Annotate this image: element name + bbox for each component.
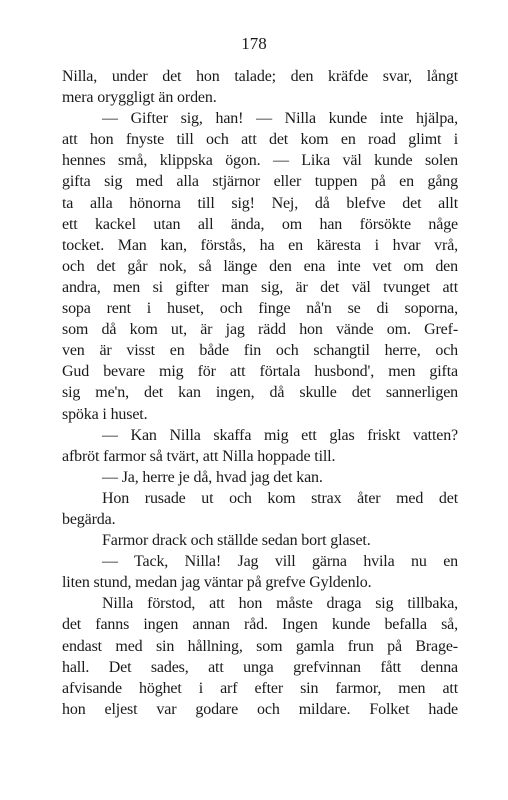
text-line: sopa rent i huset, och finge nå'n se di soporna, — [62, 300, 458, 318]
text-line: Farmor drack och ställde sedan bort glaset. — [102, 532, 371, 550]
text-line: — Tack, Nilla! Jag vill gärna hvila nu en — [102, 553, 458, 571]
text-line: Nilla, under det hon talade; den kräfde svar, långt — [62, 68, 458, 85]
text-line: Gud bevare mig för att förtala husbond', men gifta — [62, 363, 458, 381]
page-number: 178 — [241, 34, 267, 53]
text-line: — Gifter sig, han! — Nilla kunde inte hjälpa, — [102, 110, 458, 128]
text-line: hennes små, klippska ögon. — Lika väl kunde solen — [62, 152, 458, 170]
text-line: sig me'n, det kan ingen, då skulle det sannerligen — [62, 384, 458, 402]
text-line: endast med sin hållning, som gamla frun på Brage- — [62, 637, 458, 655]
text-line: afbröt farmor så tvärt, att Nilla hoppade till. — [62, 447, 336, 465]
text-line: liten stund, medan jag väntar på grefve Gyldenlo. — [62, 574, 372, 592]
text-line: ett kackel utan all ända, om han försökte någe — [62, 215, 458, 233]
text-line: och det går nok, så länge den ena inte vet om den — [62, 257, 458, 275]
text-line: gifta sig med alla stjärnor eller tuppen på en gång — [62, 173, 458, 191]
text-line: hon eljest var godare och mildare. Folket hade — [62, 700, 458, 718]
text-line: ta alla hönorna till sig! Nej, då blefve det allt — [62, 194, 458, 212]
text-line: andra, men si gifter man sig, är det väl tvunget att — [62, 278, 458, 296]
text-line: som då kom ut, är jag rädd hon vände om. Gref- — [62, 321, 458, 339]
text-line: mera oryggligt än orden. — [62, 89, 217, 107]
text-line: spöka i huset. — [62, 405, 148, 423]
text-line: tocket. Man kan, förstås, ha en käresta i hvar vrå, — [62, 236, 458, 254]
text-line: begärda. — [62, 510, 116, 528]
text-line: att hon fnyste till och att det kom en road glimt i — [62, 131, 458, 149]
text-line: afvisande höghet i arf efter sin farmor, men att — [62, 679, 458, 697]
text-line: ven är visst en både fin och schangtil herre, och — [62, 342, 458, 360]
text-line: — Ja, herre je då, hvad jag det kan. — [102, 468, 323, 486]
text-line: hall. Det sades, att unga grefvinnan fått denna — [62, 658, 458, 676]
body-text — [62, 66, 458, 720]
text-line: — Kan Nilla skaffa mig ett glas friskt vatten? — [102, 426, 458, 444]
text-line: det fanns ingen annan råd. Ingen kunde befalla så, — [62, 616, 458, 634]
text-line: Nilla förstod, att hon måste draga sig tillbaka, — [102, 595, 458, 613]
text-line: Hon rusade ut och kom strax åter med det — [102, 489, 458, 507]
